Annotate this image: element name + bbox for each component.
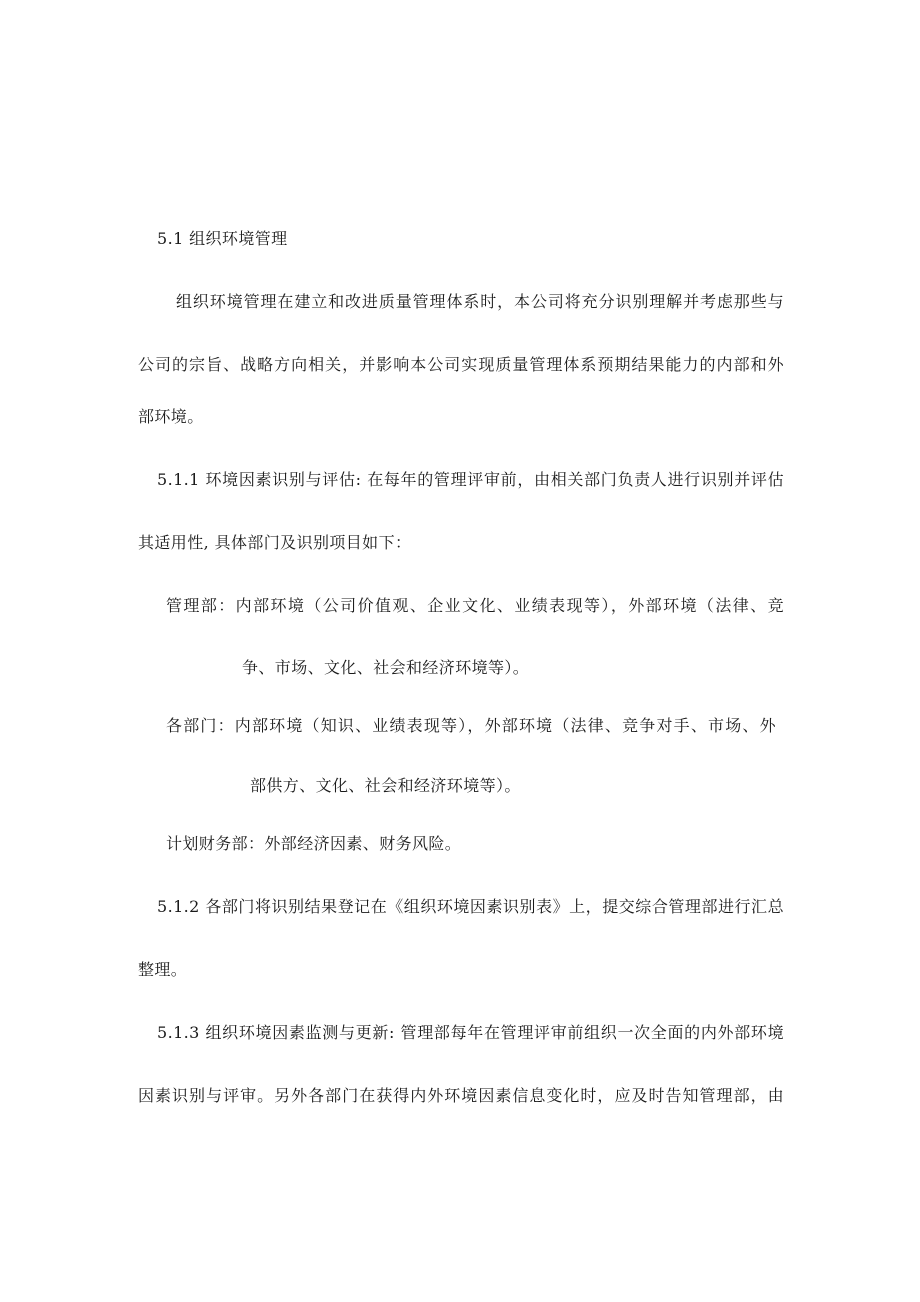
paragraph-line: 组织环境管理在建立和改进质量管理体系时，本公司将充分识别理解并考虑那些与 (176, 292, 784, 311)
list-item-all-depts-cont: 部供方、文化、社会和经济环境等）。 (250, 776, 521, 795)
list-item-finance-dept: 计划财务部：外部经济因素、财务风险。 (166, 834, 462, 853)
section-5-1-3-line: 因素识别与评审。另外各部门在获得内外环境因素信息变化时，应及时告知管理部，由 (138, 1086, 784, 1105)
paragraph-line: 公司的宗旨、战略方向相关，并影响本公司实现质量管理体系预期结果能力的内部和外 (138, 355, 784, 374)
list-item-management-dept-cont: 争、市场、文化、社会和经济环境等）。 (242, 658, 530, 677)
section-5-1-2-line: 整理。 (138, 960, 188, 979)
section-5-1-1-line: 5.1.1 环境因素识别与评估: 在每年的管理评审前，由相关部门负责人进行识别并评估 (157, 470, 784, 489)
section-5-1-3-line: 5.1.3 组织环境因素监测与更新: 管理部每年在管理评审前组织一次全面的内外部环境 (157, 1023, 784, 1042)
list-item-all-depts: 各部门：内部环境（知识、业绩表现等），外部环境（法律、竞争对手、市场、外 (166, 716, 776, 735)
section-heading-5-1: 5.1 组织环境管理 (157, 229, 288, 248)
list-item-management-dept: 管理部：内部环境（公司价值观、企业文化、业绩表现等），外部环境（法律、竞 (166, 596, 784, 615)
section-5-1-1-line: 其适用性, 具体部门及识别项目如下： (138, 533, 412, 552)
section-5-1-2-line: 5.1.2 各部门将识别结果登记在《组织环境因素识别表》上，提交综合管理部进行汇总 (157, 897, 784, 916)
paragraph-line: 部环境。 (138, 407, 204, 426)
